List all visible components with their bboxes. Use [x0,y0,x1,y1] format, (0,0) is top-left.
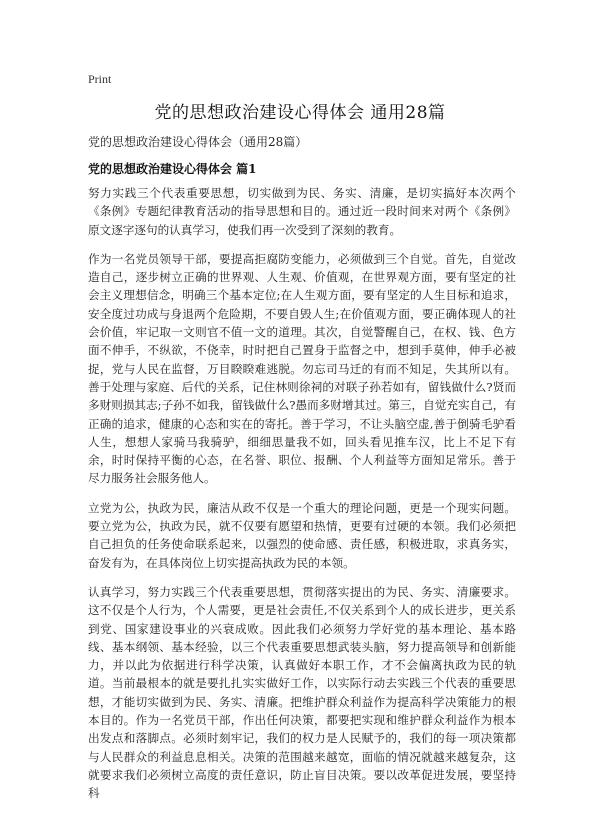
paragraph-2: 作为一名党员领导干部，要提高拒腐防变能力，必须做到三个自觉。首先，自觉改造自己，逐步树立正确的世界观、人生观、价值观，在世界观方面，要有坚定的社会主义理想信念，明确三个基本定位;在人生观方面，要有坚定的人生目标和追求，安全度过功成与身退两个危险期，不要自毁人生;在价值观方面，要正确体现人的社会价值，牢记取一文则官不值一文的道理。其次，自觉警醒自己，在权、钱、色方面不伸手，不纵欲，不侥幸，时时把自己置身于监督之中，想到手莫伸，伸手必被捉，党与人民在监督，万目睽睽难逃脱。勿忘司马迁的有而不知足，失其所以有。善于处理与家庭、后代的关系，记住林则徐祠的对联子孙若如有，留钱做什么?贤而多财则损其志;子孙不如我，留钱做什么?愚而多财增其过。第三，自觉充实自己，有正确的追求，健康的心态和实在的寄托。善于学习，不让头脑空虚,善于倒骑毛驴看人生，想想人家骑马我骑驴，细细思量我不如，回头看见推车汉，比上不足下有余，时时保持平衡的心态，在名誉、职位、报酬、个人利益等方面知足常乐。善于尽力服务社会服务他人。 [88,251,516,486]
document-title: 党的思想政治建设心得体会 通用28篇 [154,103,446,123]
body-text [88,184,516,814]
document-subtitle: 党的思想政治建设心得体会（通用28篇） [88,135,308,149]
paragraph-4: 认真学习，努力实践三个代表重要思想，贯彻落实提出的为民、务实、清廉要求。这不仅是个人行为，个人需要，更是社会责任,不仅关系到个人的成长进步，更关系到党、国家建设事业的兴衰成败。因此我们必须努力学好党的基本理论、基本路线、基本纲领、基本经验，以三个代表重要思想武装头脑，努力提高领导和创新能力，并以此为依据进行科学决策，认真做好本职工作，才不会偏离执政为民的轨道。当前最根本的就是要扎扎实实做好工作，以实际行动去实践三个代表的重要思想，才能切实做到为民、务实、清廉。把维护群众利益作为提高科学决策能力的根本目的。作为一名党员干部，作出任何决策，都要把实现和维护群众利益作为根本出发点和落脚点。必须时刻牢记，我们的权力是人民赋予的，我们的每一项决策都与人民群众的利益息息相关。决策的范围越来越宽，面临的情况就越来越复杂，这就要求我们必须树立高度的责任意识，防止盲目决策。要以改革促进发展，要坚持科 [88,584,516,801]
paragraph-3: 立党为公，执政为民，廉洁从政不仅是一个重大的理论问题，更是一个现实问题。要立党为公，执政为民，就不仅要有愿望和热情，更要有过硬的本领。我们必须把自己担负的任务使命联系起来，以强烈的使命感、责任感，积极进取，求真务实，奋发有为，在具体岗位上切实提高执政为民的本领。 [88,500,516,570]
paragraph-1: 努力实践三个代表重要思想，切实做到为民、务实、清廉，是切实搞好本次两个《条例》专题纪律教育活动的指导思想和目的。通过近一段时间来对两个《条例》原文逐字逐句的认真学习，使我们再一次受到了深刻的教育。 [88,186,516,237]
section-heading: 党的思想政治建设心得体会 篇1 [88,162,257,176]
print-label[interactable]: Print [88,72,112,86]
